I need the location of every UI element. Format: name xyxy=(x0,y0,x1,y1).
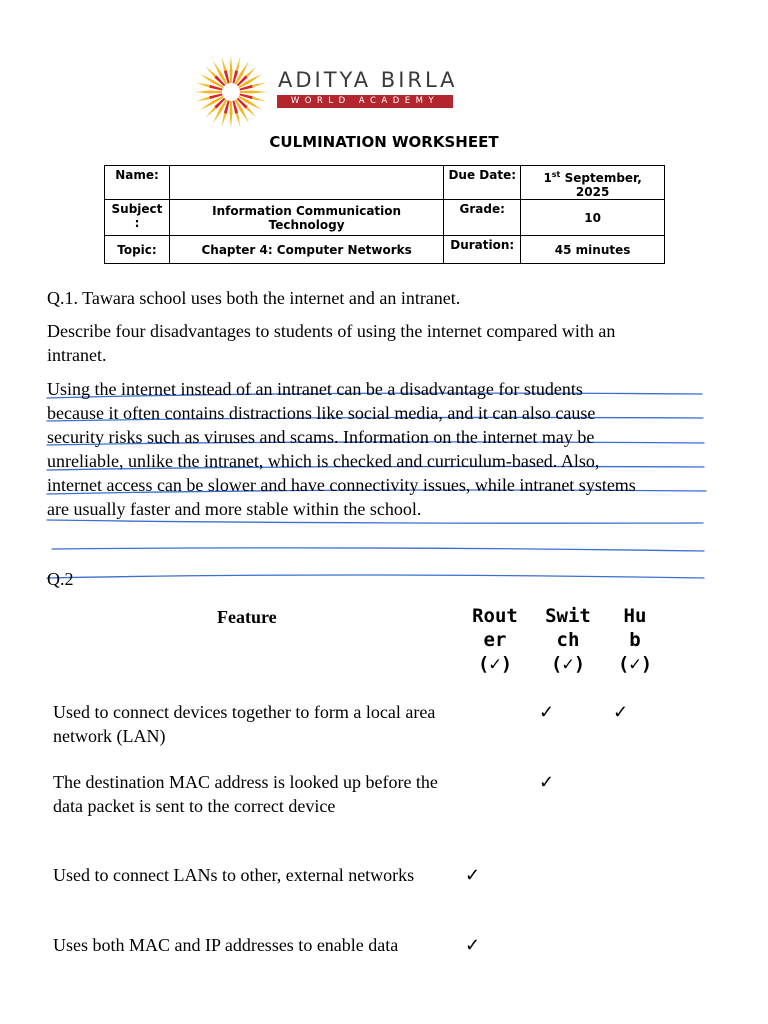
row-1-hub-tick[interactable]: ✓ xyxy=(613,702,629,722)
logo-subtitle: WORLD ACADEMY xyxy=(277,95,453,108)
due-date-label: Due Date: xyxy=(444,166,521,200)
feature-row-1: Used to connect devices together to form a local area network (LAN) xyxy=(53,702,436,746)
q1-instruction: Describe four disadvantages to students of using the internet compared with an intranet. xyxy=(47,321,616,365)
feature-row-3: Used to connect LANs to other, external networks xyxy=(53,865,415,885)
duration-label: Duration: xyxy=(444,236,521,264)
router-header: Rout er (✓) xyxy=(472,605,518,675)
subject-label: Subject : xyxy=(105,200,170,236)
q1-question: Q.1. Tawara school uses both the internet and an intranet. xyxy=(47,288,461,308)
q1-answer[interactable]: Using the internet instead of an intranet can be a disadvantage for students because it often contains distractions like social media, and it can also cause security risks such as viruses and scams. Information on the internet may be unreliable, unlike the intranet, which is checked and curriculum-based. Also, internet access can be slower and have connectivity issues, while intranet systems are usually faster and more stable within the school. xyxy=(47,379,636,519)
grade-label: Grade: xyxy=(444,200,521,236)
subject-value: Information Communication Technology xyxy=(169,200,443,236)
feature-row-4: Uses both MAC and IP addresses to enable data xyxy=(53,935,399,955)
logo-name: ADITYA BIRLA xyxy=(278,68,458,92)
name-label: Name: xyxy=(105,166,170,200)
worksheet-title: CULMINATION WORKSHEET xyxy=(269,133,499,151)
feature-header: Feature xyxy=(217,607,277,627)
row-2-switch-tick[interactable]: ✓ xyxy=(539,772,555,792)
topic-value: Chapter 4: Computer Networks xyxy=(169,236,443,264)
feature-row-2: The destination MAC address is looked up before the data packet is sent to the correct device xyxy=(53,772,438,816)
topic-label: Topic: xyxy=(105,236,170,264)
row-4-router-tick[interactable]: ✓ xyxy=(465,935,481,955)
due-date-value: 1st September, 2025 xyxy=(521,166,665,200)
grade-value: 10 xyxy=(521,200,665,236)
hub-header: Hu b (✓) xyxy=(617,605,653,675)
switch-header: Swit ch (✓) xyxy=(545,605,591,675)
row-1-switch-tick[interactable]: ✓ xyxy=(539,702,555,722)
q2-label: Q.2 xyxy=(47,569,74,589)
duration-value: 45 minutes xyxy=(521,236,665,264)
row-3-router-tick[interactable]: ✓ xyxy=(465,865,481,885)
